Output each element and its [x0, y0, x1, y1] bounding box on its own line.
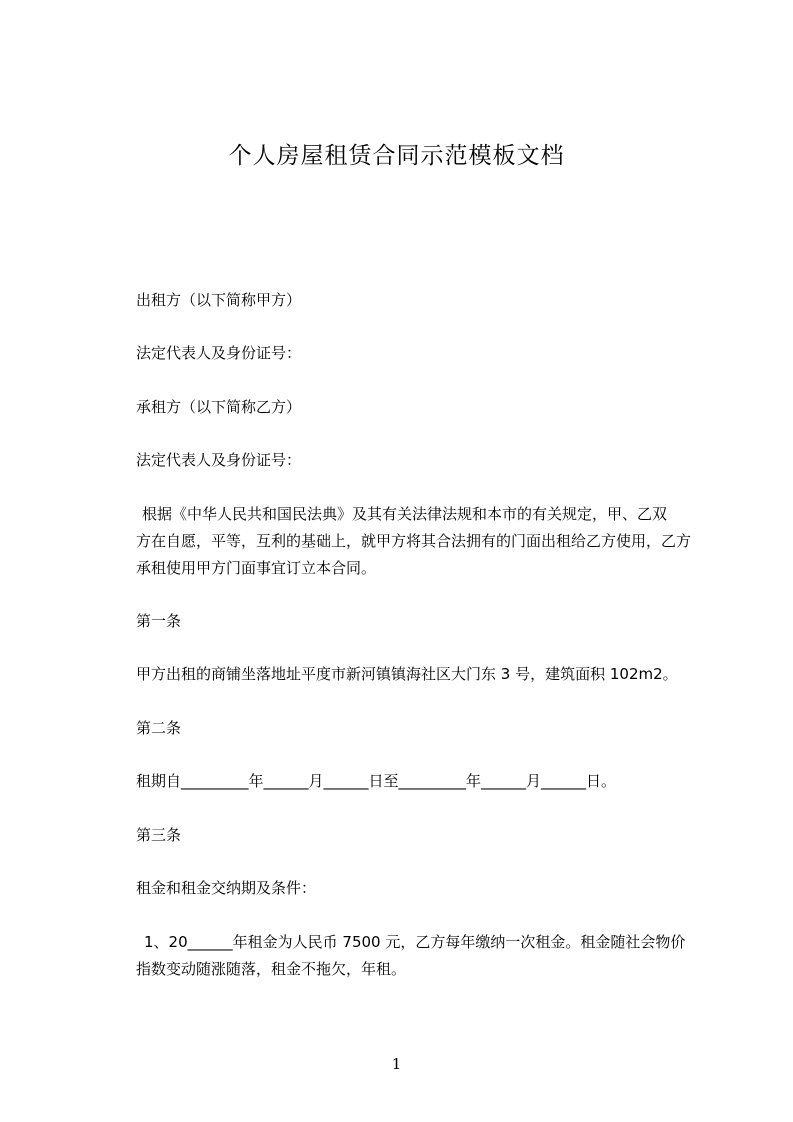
lessee-representative: 法定代表人及身份证号： [136, 451, 302, 469]
lessee-label: 承租方（以下简称乙方） [136, 398, 302, 416]
article-3-item-1-line-1: 1、20______年租金为人民币 7500 元，乙方每年缴纳一次租金。租金随社会物价 [144, 933, 686, 951]
article-3-heading: 第三条 [136, 826, 182, 844]
article-2-heading: 第二条 [136, 719, 182, 737]
preamble-line-1: 根据《中华人民共和国民法典》及其有关法律法规和本市的有关规定，甲、乙双 [142, 505, 668, 523]
article-3-item-1-line-2: 指数变动随涨随落，租金不拖欠，年租。 [136, 960, 407, 978]
page-number: 1 [391, 1055, 402, 1073]
article-1-text: 甲方出租的商铺坐落地址平度市新河镇镇海社区大门东 3 号，建筑面积 102m2。 [136, 665, 678, 683]
document-title: 个人房屋租赁合同示范模板文档 [228, 143, 565, 169]
preamble-line-3: 承租使用甲方门面事宜订立本合同。 [136, 559, 377, 577]
article-1-heading: 第一条 [136, 612, 182, 630]
article-3-subheading: 租金和租金交纳期及条件： [136, 879, 317, 897]
article-2-text: 租期自_________年______月______日至_________年______月______日。 [136, 772, 617, 790]
lessor-label: 出租方（以下简称甲方） [136, 291, 302, 309]
preamble-line-2: 方在自愿，平等，互利的基础上，就甲方将其合法拥有的门面出租给乙方使用，乙方 [136, 532, 692, 550]
lessor-representative: 法定代表人及身份证号： [136, 344, 302, 362]
